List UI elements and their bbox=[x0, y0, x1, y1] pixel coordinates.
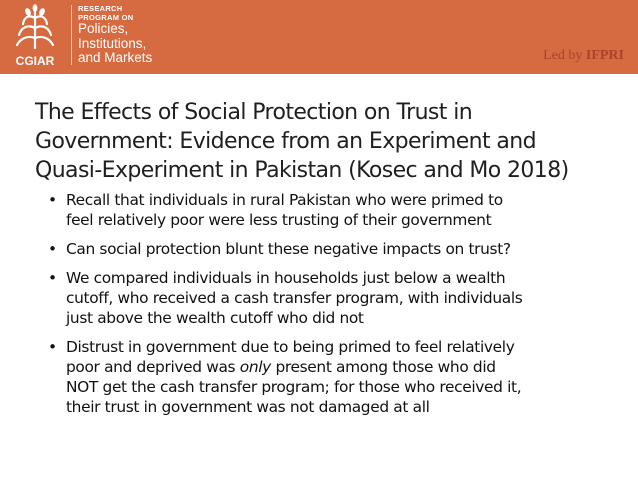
bullet-text-segment: poor and deprived was bbox=[66, 358, 240, 376]
bullet-text-line: feel relatively poor were less trusting of their government bbox=[66, 211, 492, 229]
title-line-2: Government: Evidence from an Experiment and bbox=[35, 128, 537, 154]
wheat-leaf-icon bbox=[6, 4, 64, 70]
bullet-item bbox=[48, 268, 608, 328]
bullet-text-line: Distrust in government due to being primed to feel relatively bbox=[66, 338, 515, 356]
bullet-list bbox=[48, 190, 608, 426]
slide-title bbox=[35, 98, 625, 185]
cgiar-logo bbox=[6, 4, 64, 70]
title-line-1: The Effects of Social Protection on Trust in bbox=[35, 99, 473, 125]
title-line-3: Quasi-Experiment in Pakistan (Kosec and Mo 2018) bbox=[35, 157, 569, 183]
program-line-5: and Markets bbox=[78, 50, 153, 65]
bullet-text-line: Can social protection blunt these negative impacts on trust? bbox=[66, 240, 511, 258]
bullet-text-line: just above the wealth cutoff who did not bbox=[66, 309, 364, 327]
program-line-2: PROGRAM ON bbox=[78, 13, 134, 22]
bullet-text-line bbox=[66, 357, 608, 377]
bullet-item bbox=[48, 337, 608, 417]
header-divider bbox=[71, 5, 72, 65]
program-line-4: Institutions, bbox=[78, 35, 147, 51]
program-name bbox=[78, 4, 152, 66]
cgiar-abbrev: CGIAR bbox=[15, 54, 55, 68]
emphasis-only: only bbox=[239, 358, 271, 376]
bullet-item bbox=[48, 190, 608, 230]
led-by-org: IFPRI bbox=[585, 48, 624, 63]
bullet-icon: • bbox=[48, 191, 57, 209]
bullet-text-line: NOT get the cash transfer program; for those who received it, bbox=[66, 378, 522, 396]
bullet-text-line: cutoff, who received a cash transfer program, with individuals bbox=[66, 289, 523, 307]
header-bar bbox=[0, 0, 638, 74]
bullet-text-line: their trust in government was not damaged at all bbox=[66, 398, 430, 416]
bullet-icon: • bbox=[48, 240, 57, 258]
bullet-item bbox=[48, 239, 608, 259]
led-by-ifpri bbox=[543, 48, 624, 64]
bullet-text-line: We compared individuals in households just below a wealth bbox=[66, 269, 506, 287]
led-by-prefix: Led by bbox=[543, 48, 583, 63]
program-line-3: Policies, bbox=[78, 21, 129, 36]
bullet-text-line: Recall that individuals in rural Pakistan who were primed to bbox=[66, 191, 503, 209]
bullet-icon: • bbox=[48, 269, 57, 287]
bullet-text-segment: present among those who did bbox=[270, 358, 496, 376]
program-line-1: RESEARCH bbox=[78, 4, 123, 13]
bullet-icon: • bbox=[48, 338, 57, 356]
